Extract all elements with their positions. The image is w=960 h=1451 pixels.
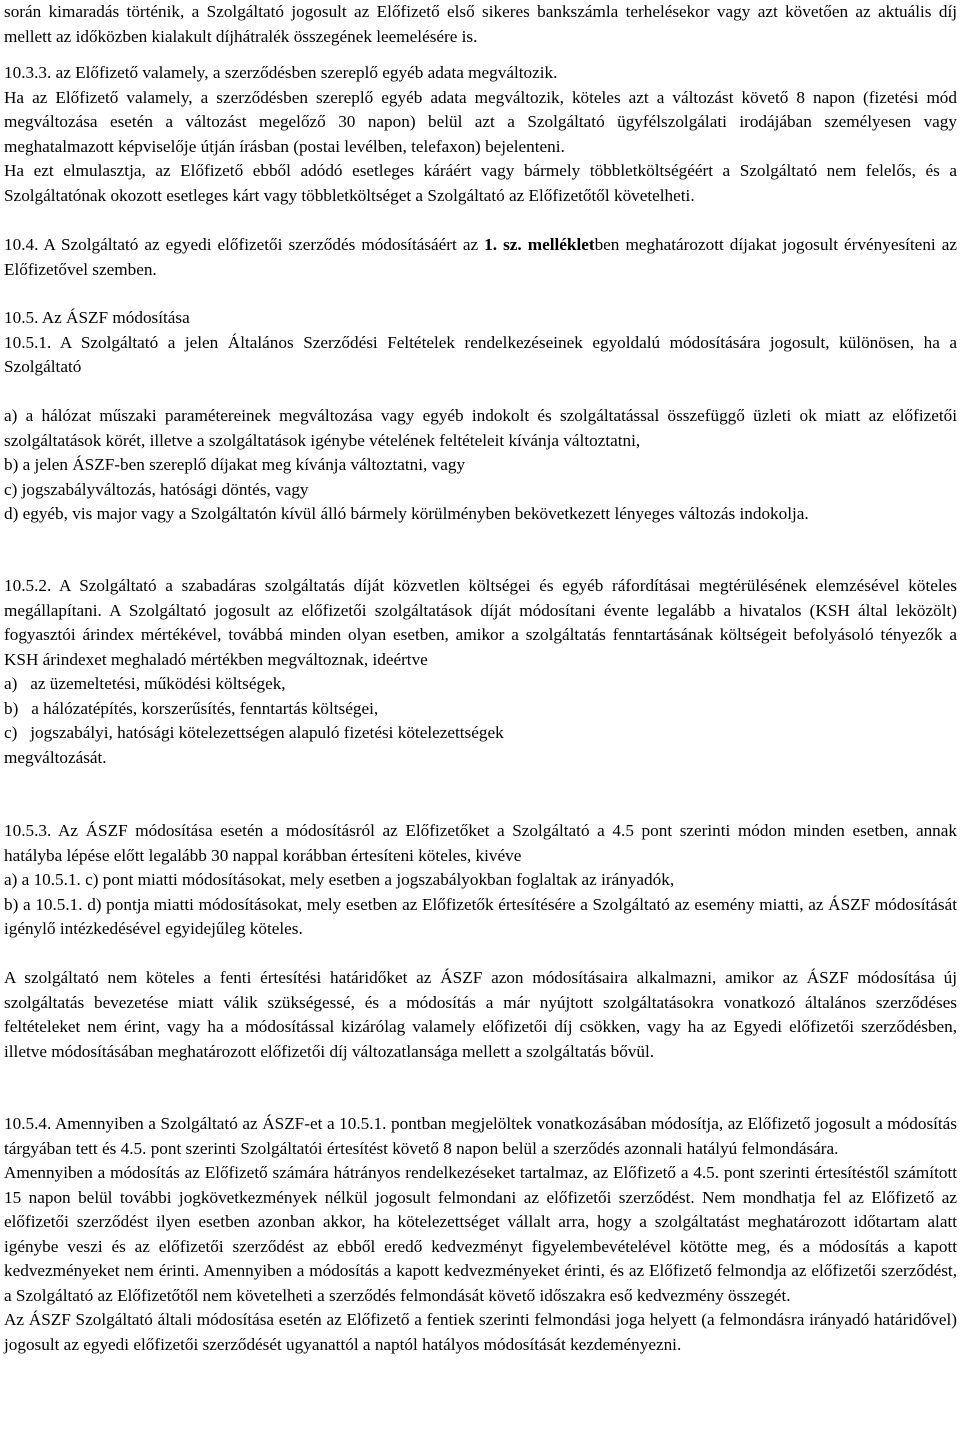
list-item: b) a 10.5.1. d) pontja miatti módosításokat, mely esetben az Előfizetők értesítésére a Szolgáltató az esemény miatti, az ÁSZF módosítását igénylő intézkedésével egyidejűleg köteles. xyxy=(4,894,957,938)
section-10-3-2-tail xyxy=(4,0,957,49)
paragraph xyxy=(4,233,957,282)
list-item: b) a hálózatépítés, korszerűsítés, fenntartás költségei, xyxy=(4,698,379,718)
paragraph: Ha ezt elmulasztja, az Előfizető ebből adódó esetleges káráért vagy bármely többletköltségéért a Szolgáltató nem felelős, és a Szolgáltatónak okozott esetleges kárt vagy többletköltséget a Szolgáltató az Előfizetőtől követelheti. xyxy=(4,161,957,205)
paragraph: Ha az Előfizető valamely, a szerződésben szereplő egyéb adata megváltozik, köteles azt a változást követő 8 napon (fizetési mód megváltozása esetén a változást megelőző 30 napon) belül azt a Szolgáltató ügyfélszolgálati irodájában személyesen vagy meghatalmazott képviselője útján írásban (postai levélben, telefaxon) bejelenteni. xyxy=(4,87,957,156)
section-10-5-2 xyxy=(4,574,957,770)
section-heading: 10.5. Az ÁSZF módosítása xyxy=(4,308,190,327)
paragraph: során kimaradás történik, a Szolgáltató jogosult az Előfizető első sikeres bankszámla terhelésekor vagy azt követően az aktuális díj mellett az időközben kialakult díjhátralék összegének leemelésére is. xyxy=(4,2,957,46)
list-item: b) a jelen ÁSZF-ben szereplő díjakat meg kívánja változtatni, vagy xyxy=(4,455,466,474)
text-run: 10.4. A Szolgáltató az egyedi előfizetői szerződés módosításáért az xyxy=(4,235,485,254)
section-10-5 xyxy=(4,306,957,380)
paragraph: 10.5.3. Az ÁSZF módosítása esetén a módosításról az Előfizetőket a Szolgáltató a 4.5 pont szerinti módon minden esetben, annak hatályba lépése előtt legalább 30 nappal korábban értesíteni köteles, kivéve xyxy=(4,821,957,865)
list-10-5-1 xyxy=(4,404,957,527)
list-item: c) jogszabályi, hatósági kötelezettségen alapuló fizetési kötelezettségek xyxy=(4,723,504,742)
annex-reference: 1. sz. melléklet xyxy=(484,235,595,254)
section-10-5-3 xyxy=(4,819,957,942)
paragraph: megváltozását. xyxy=(4,747,107,767)
list-item: c) jogszabályváltozás, hatósági döntés, vagy xyxy=(4,479,309,499)
list-item: d) egyéb, vis major vagy a Szolgáltatón kívül álló bármely körülményben bekövetkezett lényeges változás indokolja. xyxy=(4,504,809,523)
paragraph: 10.5.2. A Szolgáltató a szabadáras szolgáltatás díját közvetlen költségei és egyéb ráfordításai megtérülésének elemzésével köteles megállapítani. A Szolgáltató jogosult az előfizetői szolgáltatások díját módosítani évente legalább a hivatalos (KSH által leközölt) fogyasztói árindex mértékével, továbbá minden olyan esetben, amikor a szolgáltatás fenntartásának költségeit befolyásoló tényezők a KSH árindexet meghaladó mértékben megváltoznak, ideértve xyxy=(4,576,957,669)
subsection-heading: 10.3.3. az Előfizető valamely, a szerződésben szereplő egyéb adata megváltozik. xyxy=(4,63,558,82)
paragraph: 10.5.1. A Szolgáltató a jelen Általános Szerződési Feltételek rendelkezéseinek egyoldalú módosítására jogosult, különösen, ha a Szolgáltató xyxy=(4,332,957,376)
list-item: a) a 10.5.1. c) pont miatti módosításokat, mely esetben a jogszabályokban foglaltak az irányadók, xyxy=(4,870,675,889)
list-item: a) a hálózat műszaki paramétereinek megváltozása vagy egyéb indokolt és szolgáltatással összefüggő üzleti ok miatt az előfizetői szolgáltatások körét, illetve a szolgáltatások igénybe vételének feltételeit kívánja változtatni, xyxy=(4,406,957,450)
text-run: ben meghatározott díjakat jogosult érvényesíteni az Előfizetővel szemben. xyxy=(4,235,957,279)
section-10-5-4 xyxy=(4,1112,957,1357)
paragraph: Amennyiben a módosítás az Előfizető számára hátrányos rendelkezéseket tartalmaz, az Előfizető a 4.5. pont szerinti értesítéstől számított 15 napon belül további jogkövetkezmények nélkül jogosult felmondani az előfizetői szerződést. Nem mondhatja fel az Előfizető az előfizetői szerződést ilyen esetben azonban akkor, ha kötelezettséget vállalt arra, hogy a szolgáltatást meghatározott időtartam alatt igénybe veszi és az előfizetői szerződést az ebből eredő kedvezményt figyelembevételével kötötte meg, és a módosítás a kapott kedvezményeket nem érinti. Amennyiben a módosítás a kapott kedvezményeket érinti, és az Előfizető felmondja az előfizetői szerződést, a Szolgáltató az Előfizetőtől nem követelheti a szerződés felmondását követő időszakra eső kedvezmény összegét. xyxy=(4,1163,957,1305)
section-10-4 xyxy=(4,233,957,282)
section-10-3-3 xyxy=(4,61,957,208)
paragraph: A szolgáltató nem köteles a fenti értesítési határidőket az ÁSZF azon módosításaira alkalmazni, amikor az ÁSZF módosítása új szolgáltatás bevezetése miatt válik szükségessé, és a módosítás a már nyújtott szolgáltatásokra vonatkozó általános szerződéses feltételeket nem érint, vagy ha a módosítással kizárólag valamely előfizetői díj csökken, vagy ha az Egyedi előfizetői szerződésben, illetve módosításában meghatározott előfizetői díj változatlansága mellett a szolgáltatás bővül. xyxy=(4,968,957,1061)
paragraph: Az ÁSZF Szolgáltató általi módosítása esetén az Előfizető a fentiek szerinti felmondási joga helyett (a felmondásra irányadó határidővel) jogosult az egyedi előfizetői szerződését ugyanattól a naptól hatályos módosítását kezdeményezni. xyxy=(4,1310,957,1354)
notification-exception xyxy=(4,966,957,1064)
list-item: a) az üzemeltetési, működési költségek, xyxy=(4,674,286,693)
paragraph: 10.5.4. Amennyiben a Szolgáltató az ÁSZF-et a 10.5.1. pontban megjelöltek vonatkozásában módosítja, az Előfizető jogosult a módosítás tárgyában tett és 4.5. pont szerinti Szolgáltatói értesítést követő 8 napon belül a szerződés azonnali hatályú felmondására. xyxy=(4,1114,957,1158)
